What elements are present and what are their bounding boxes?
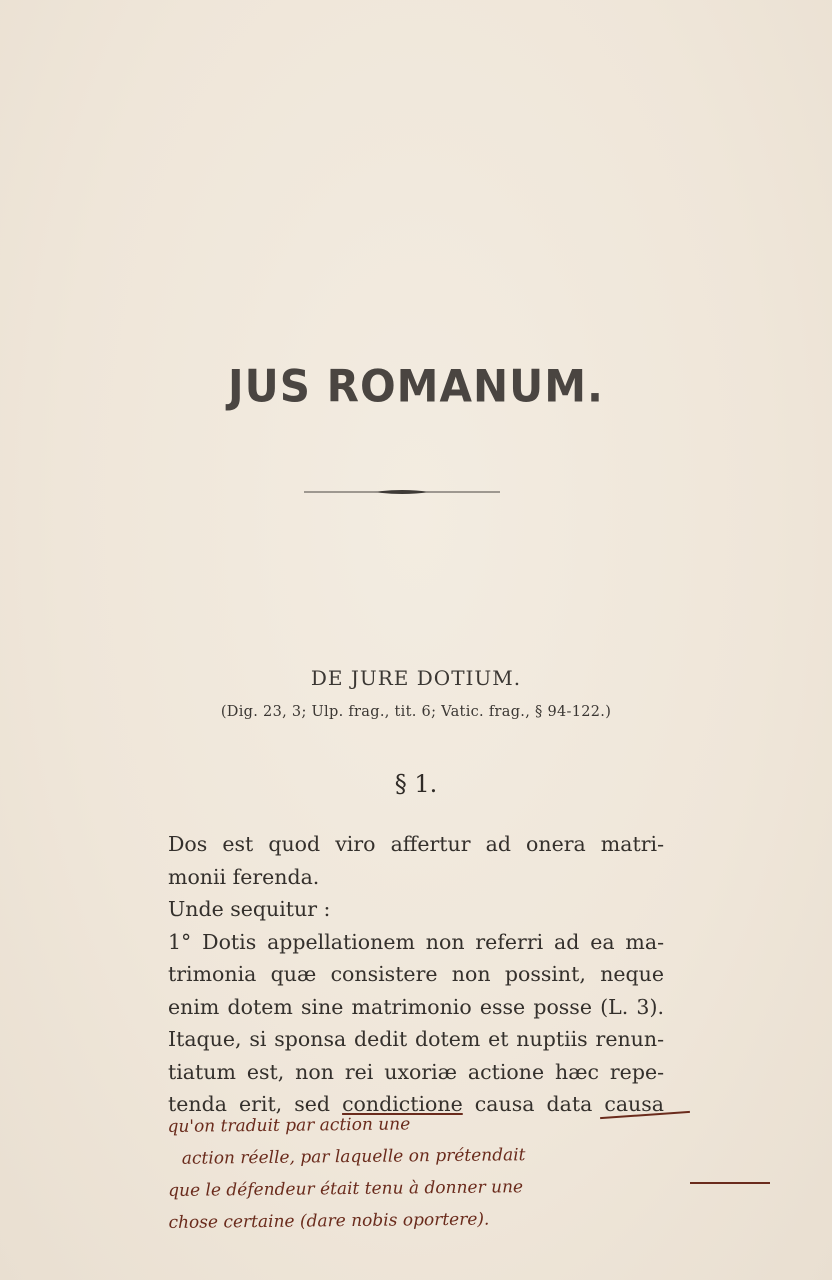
handwritten-line: qu'on traduit par action une — [167, 1114, 411, 1137]
handwritten-annotation — [167, 1105, 728, 1239]
body-line: Unde sequitur : — [168, 897, 331, 921]
body-fragment: tenda erit, sed — [168, 1092, 331, 1116]
handwritten-line: action réelle, par laquelle on prétendait — [181, 1145, 526, 1169]
handwritten-line: chose certaine (dare nobis oportere). — [168, 1209, 490, 1233]
handwritten-stroke — [690, 1182, 770, 1184]
body-line: tiatum est, non rei uxoriæ actione hæc repe- — [168, 1059, 664, 1084]
decorative-rule — [304, 486, 500, 498]
body-line: enim dotem sine matrimonio esse posse (L. 3). — [168, 994, 664, 1019]
handwritten-line: que le défendeur était tenu à donner une — [168, 1177, 524, 1201]
body-line: Itaque, si sponsa dedit dotem et nuptiis renun- — [168, 1027, 664, 1051]
body-line: Dos est quod viro affertur ad onera matri- — [168, 832, 664, 856]
underlined-word: condictione — [342, 1092, 463, 1116]
body-line: trimonia quæ consistere non possint, neque — [168, 962, 664, 986]
section-citation: (Dig. 23, 3; Ulp. frag., tit. 6; Vatic. frag., § 94-122.) — [220, 704, 612, 720]
body-fragment: causa data causa — [474, 1092, 664, 1116]
body-line: monii ferenda. — [168, 864, 320, 889]
page-title: JUS ROMANUM. — [228, 360, 604, 413]
paragraph-mark: § 1. — [394, 770, 438, 798]
body-line: 1° Dotis appellationem non referri ad ea ma- — [168, 929, 664, 954]
body-text — [168, 828, 664, 1121]
section-heading: DE JURE DOTIUM. — [310, 666, 522, 690]
